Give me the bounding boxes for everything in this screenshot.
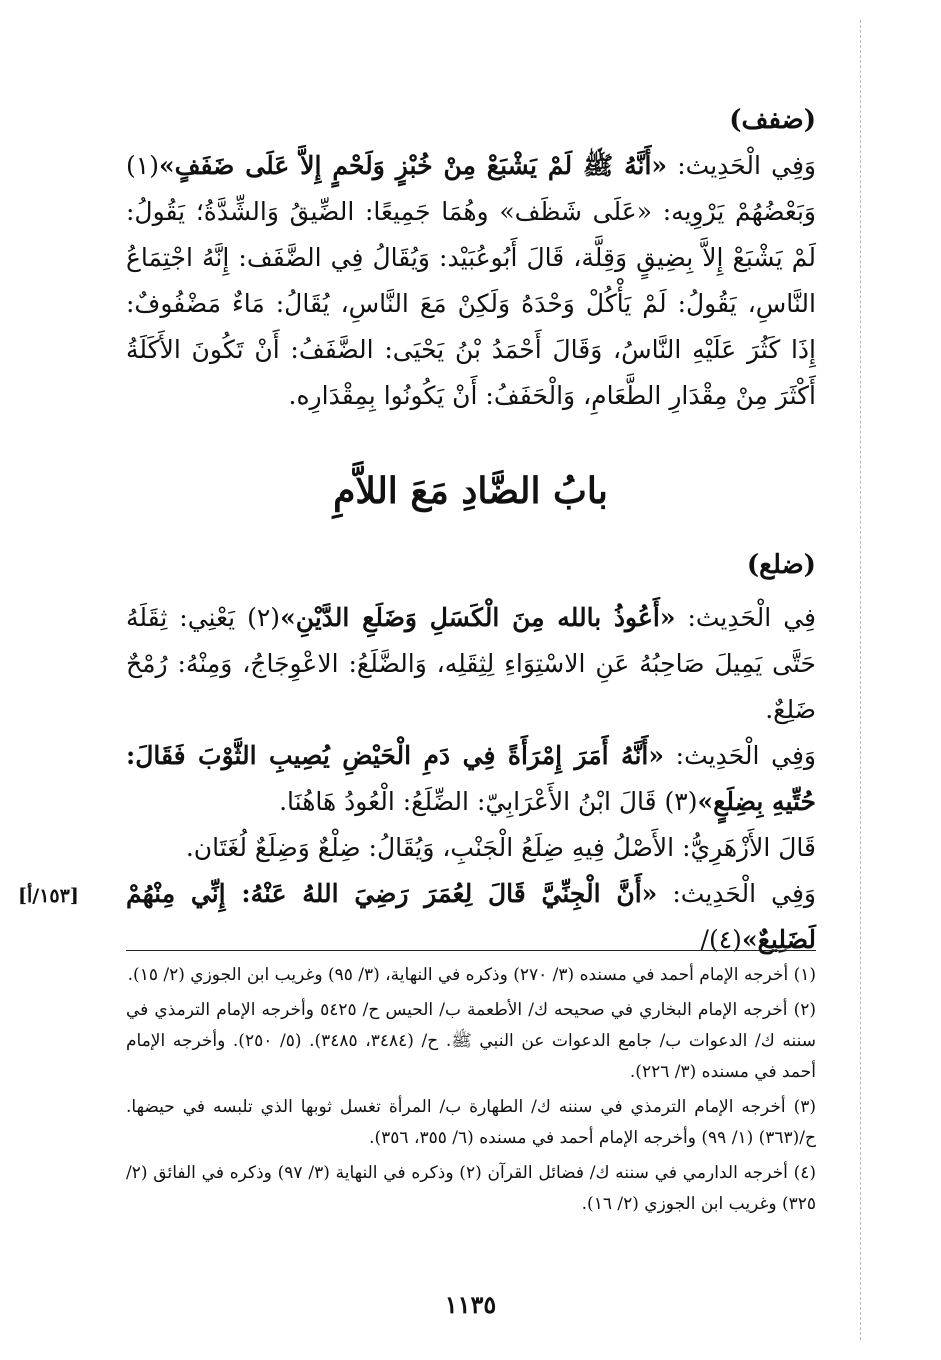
- manuscript-folio-ref: [١٥٣/أ]: [18, 885, 79, 907]
- entry-dl-body: [126, 595, 816, 963]
- footnote: (٣) أخرجه الإمام الترمذي في سننه ك/ الطهارة ب/ المرأة تغسل ثوبها الذي تلبسه في حيضها. ح/(٣٦٣) (١/ ٩٩) وأخرجه الإمام أحمد في مسنده (٦/ ٣٥٥، ٣٥٦).: [126, 1097, 816, 1148]
- paragraph-intro: فِي الْحَدِيث:: [675, 603, 816, 632]
- entry-heading-dff: (ضفف): [729, 105, 816, 135]
- paragraph-dff: [126, 143, 816, 419]
- paragraph-dl-3: قَالَ الأَزْهَرِيُّ: الأَصْلُ فِيهِ ضِلَعُ الْجَنْبِ، وَيُقَالُ: ضِلْعٌ وَضِلَعٌ لُغَتَان.: [185, 833, 816, 862]
- paragraph-dl-2: [126, 733, 816, 825]
- footnote-divider: [126, 950, 816, 951]
- chapter-title: بابُ الضَّادِ مَعَ اللاَّمِ: [333, 470, 608, 512]
- hadith-quote: «أَعُوذُ بالله مِنَ الْكَسَلِ وَضَلَعِ الدَّيْنِ»: [280, 603, 676, 632]
- footnote: (٤) أخرجه الدارمي في سننه ك/ فضائل القرآن (٢) وذكره في النهاية (٣/ ٩٧) وذكره في الفائق (٢/ ٣٢٥) وغريب ابن الجوزي (٢/ ١٦).: [126, 1163, 816, 1214]
- footnote: (٢) أخرجه الإمام البخاري في صحيحه ك/ الأطعمة ب/ الحيس ح/ ٥٤٢٥ وأخرجه الإمام الترمذي في سننه ك/ الدعوات ب/ جامع الدعوات عن النبي ﷺ. ح/ (٣٤٨٤، ٣٤٨٥). (٥/ ٢٥٠). وأخرجه الإمام أحمد في مسنده (٣/ ٢٢٦).: [126, 1000, 816, 1082]
- hadith-quote: «أَنَّهُ ﷺ لَمْ يَشْبَعْ مِنْ خُبْزٍ وَلَحْمٍ إِلاَّ عَلَى ضَفَفٍ»: [158, 151, 668, 180]
- paragraph-intro: وَفِي الْحَدِيث:: [657, 879, 816, 908]
- paragraph-intro: وَفِي الْحَدِيث:: [663, 741, 816, 770]
- footnote: (١) أخرجه الإمام أحمد في مسنده (٣/ ٢٧٠) وذكره في النهاية، (٣/ ٩٥) وغريب ابن الجوزي (٢/ ١٥).: [127, 965, 816, 985]
- paragraph-text: (١) وَبَعْضُهُمْ يَرْوِيه: «عَلَى شَظَف» وهُمَا جَمِيعًا: الضِّيقُ وَالشِّدَّةُ؛ يَقُولُ: لَمْ يَشْبَعْ إِلاَّ بِضِيقٍ وَقِلَّة، قَالَ أَبُوعُبَيْد: وَيُقَالُ فِي الضَّفَف: إِنَّهُ اجْتِمَاعُ النَّاسِ، يَقُولُ: لَمْ يَأْكُلْ وَحْدَهُ وَلَكِنْ مَعَ النَّاسِ، يُقَالُ: مَاءٌ مَضْفُوفٌ: إِذَا كَثُرَ عَلَيْهِ النَّاسُ، وَقَالَ أَحْمَدُ بْنُ يَحْيَى: الضَّفَفُ: أَنْ تَكُونَ الأَكَلَةُ أَكْثَرَ مِنْ مِقْدَارِ الطَّعَامِ، وَالْحَفَفُ: أَنْ يَكُونُوا بِمِقْدَارِه.: [126, 151, 816, 410]
- hadith-quote: «أَنَّ الْجِنِّيَّ قَالَ لِعُمَرَ رَضِيَ اللهُ عَنْهُ: إِنِّي مِنْهُمْ لَضَلِيعٌ»: [126, 879, 816, 954]
- paragraph-dl-1: [126, 595, 816, 733]
- paragraph-intro: وَفِي الْحَدِيث:: [667, 151, 817, 180]
- page-edge-dashes: [860, 20, 861, 1340]
- paragraph-text: (٣) قَالَ ابْنُ الأَعْرَابِيّ: الضِّلَعُ: الْعُودُ هَاهُنَا.: [279, 787, 698, 816]
- entry-heading-dl: (ضلع): [746, 550, 816, 580]
- hadith-quote: «أَنَّهُ أَمَرَ إِمْرَأَةً فِي دَمِ الْحَيْضِ يُصِيبِ الثَّوْبَ فَقَالَ: حُتِّيهِ بِضِلَعٍ»: [126, 741, 816, 816]
- page-number: ١١٣٥: [444, 1290, 497, 1319]
- paragraph-text: (٤)/: [700, 925, 742, 954]
- paragraph-text: (٢) يَعْنِي: ثِقَلَهُ حَتَّى يَمِيلَ صَاحِبُهُ عَنِ الاسْتِوَاءِ لِثِقَلِه، وَالضَّلَعُ: الاعْوِجَاجُ، وَمِنْهُ: رُمْحٌ ضَلِعٌ.: [126, 603, 816, 724]
- footnotes: [126, 960, 816, 1224]
- entry-dff-body: [126, 143, 816, 419]
